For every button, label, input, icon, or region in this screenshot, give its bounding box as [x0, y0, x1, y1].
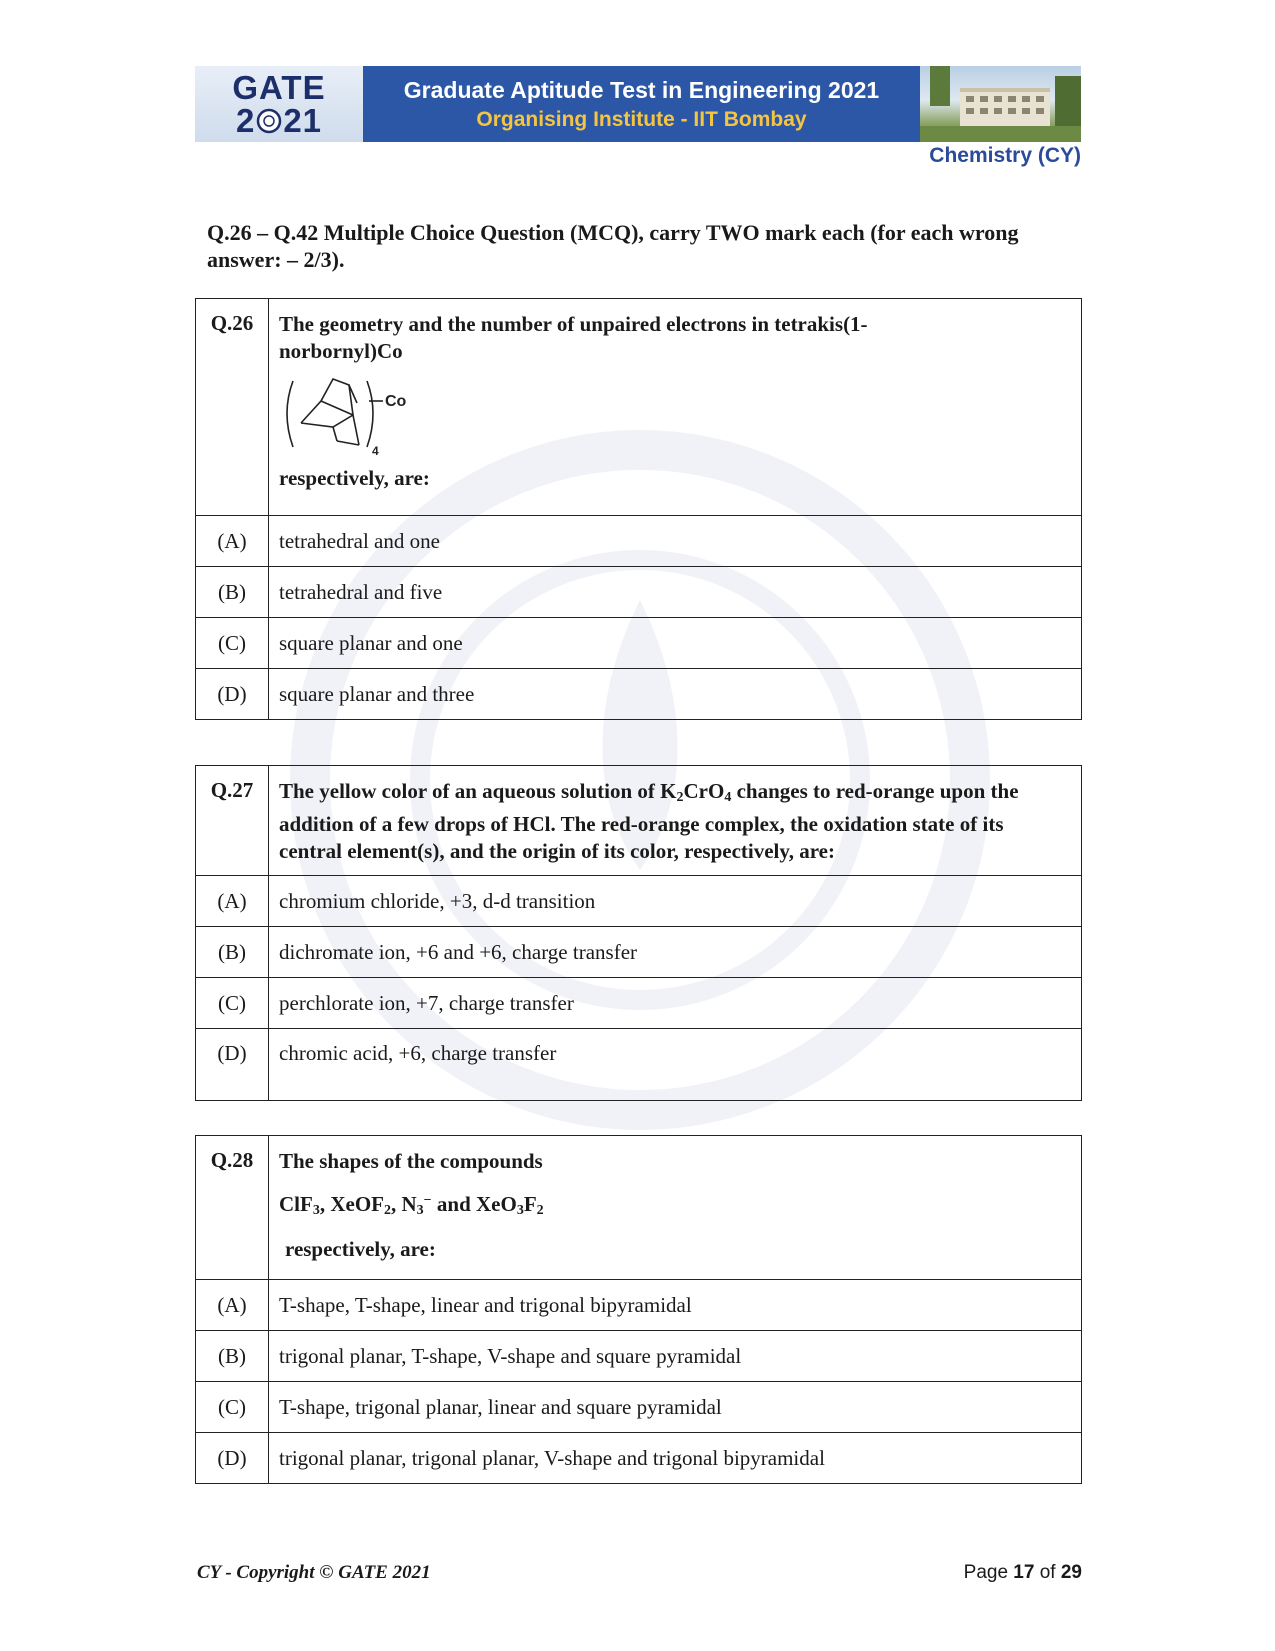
option-label: (C) — [196, 1382, 269, 1433]
option-label: (B) — [196, 927, 269, 978]
option-row — [196, 1331, 1082, 1382]
stem-line-2: norbornyl)Co — [279, 339, 403, 363]
option-text: trigonal planar, trigonal planar, V-shape and trigonal bipyramidal — [269, 1433, 1082, 1484]
question-number: Q.27 — [196, 766, 269, 876]
option-text: T-shape, trigonal planar, linear and square pyramidal — [269, 1382, 1082, 1433]
gate-logo — [195, 66, 363, 142]
subject-label: Chemistry (CY) — [929, 144, 1081, 167]
option-label: (D) — [196, 669, 269, 720]
stem-line-1: The shapes of the compounds — [279, 1149, 543, 1173]
structure-subscript: 4 — [372, 444, 379, 457]
stem-part-b: CrO — [683, 779, 725, 803]
question-number: Q.26 — [196, 299, 269, 516]
option-label: (C) — [196, 618, 269, 669]
question-28 — [195, 1135, 1082, 1484]
stem-subscript-2: 4 — [724, 790, 732, 805]
question-stem — [269, 1136, 1082, 1280]
structure-metal-label: Co — [385, 393, 407, 410]
banner-title-line1: Graduate Aptitude Test in Engineering 2021 — [403, 76, 880, 103]
option-label: (B) — [196, 567, 269, 618]
question-number: Q.28 — [196, 1136, 269, 1280]
option-text: T-shape, T-shape, linear and trigonal bipyramidal — [269, 1280, 1082, 1331]
option-label: (B) — [196, 1331, 269, 1382]
option-row — [196, 567, 1082, 618]
question-27 — [195, 765, 1082, 1101]
option-label: (D) — [196, 1433, 269, 1484]
option-label: (A) — [196, 1280, 269, 1331]
option-row — [196, 978, 1082, 1029]
stem-end: respectively, are: — [285, 1237, 436, 1261]
stem-subscript-1: 2 — [676, 790, 684, 805]
option-row — [196, 669, 1082, 720]
option-text: square planar and three — [269, 669, 1082, 720]
banner-title — [363, 66, 920, 142]
option-text: chromic acid, +6, charge transfer — [269, 1029, 1082, 1101]
logo-gate-text: GATE — [232, 69, 326, 106]
norbornyl-cobalt-structure — [279, 371, 419, 457]
option-text: square planar and one — [269, 618, 1082, 669]
building-image — [920, 66, 1081, 142]
question-stem — [269, 766, 1082, 876]
stem-end: respectively, are: — [279, 466, 430, 490]
option-text: trigonal planar, T-shape, V-shape and square pyramidal — [269, 1331, 1082, 1382]
option-text: perchlorate ion, +7, charge transfer — [269, 978, 1082, 1029]
campus-photo — [920, 66, 1081, 142]
option-row — [196, 927, 1082, 978]
compound-formulas: ClF$_3$, XeOF$_2$, $N_3^-$ and $XeO_3F_2$ — [279, 1192, 544, 1218]
option-row — [196, 1029, 1082, 1101]
option-text: chromium chloride, +3, d-d transition — [269, 876, 1082, 927]
option-text: dichromate ion, +6 and +6, charge transfer — [269, 927, 1082, 978]
exam-banner — [195, 66, 1081, 142]
question-stem — [269, 299, 1082, 516]
stem-part-c: changes to red-orange upon the addition of a few drops of HCl. The red-orange complex, the oxidation state of its central element(s), and the origin of its color, respectively, are: — [279, 779, 1019, 863]
stem-line-1: The geometry and the number of unpaired electrons in tetrakis(1- — [279, 312, 868, 336]
option-row — [196, 1280, 1082, 1331]
option-text: tetrahedral and one — [269, 516, 1082, 567]
copyright-footer: CY - Copyright © GATE 2021 — [197, 1562, 431, 1583]
section-heading: Q.26 – Q.42 Multiple Choice Question (MCQ), carry TWO mark each (for each wrong answer: – 2/3). — [207, 220, 1019, 272]
page-number: Page 17 of 29 — [963, 1562, 1082, 1583]
banner-title-line2: Organising Institute - IIT Bombay — [476, 107, 807, 131]
option-label: (C) — [196, 978, 269, 1029]
logo-year-right: 21 — [283, 102, 323, 139]
option-label: (A) — [196, 876, 269, 927]
seal-icon — [256, 108, 282, 134]
option-row — [196, 1433, 1082, 1484]
option-row — [196, 1382, 1082, 1433]
option-row — [196, 618, 1082, 669]
logo-year-left: 2 — [235, 102, 256, 139]
question-26 — [195, 298, 1082, 720]
option-label: (A) — [196, 516, 269, 567]
stem-part-a: The yellow color of an aqueous solution of K — [279, 779, 677, 803]
option-row — [196, 516, 1082, 567]
option-label: (D) — [196, 1029, 269, 1101]
option-text: tetrahedral and five — [269, 567, 1082, 618]
option-row — [196, 876, 1082, 927]
